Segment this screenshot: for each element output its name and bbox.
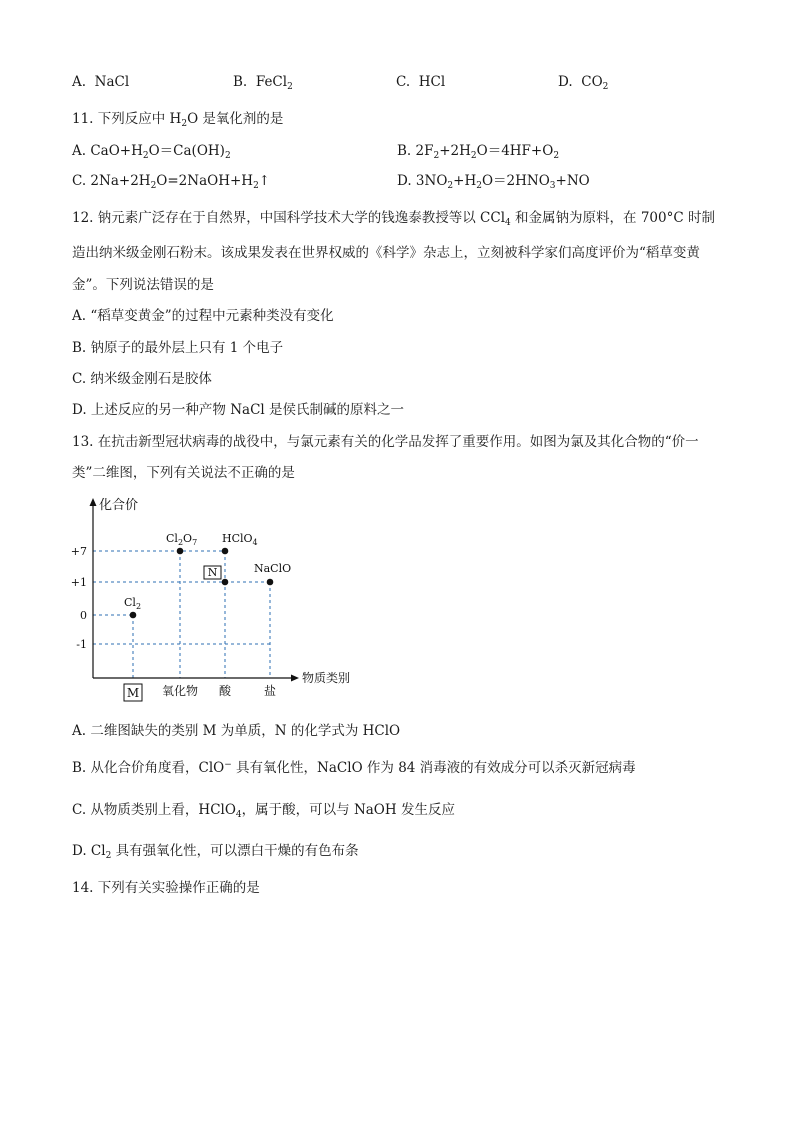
subscript: 3 — [549, 181, 556, 191]
data-point — [130, 612, 137, 619]
text: 和金属钠为原料，在 700°C 时制 — [510, 210, 715, 226]
option-letter: C. — [396, 74, 411, 90]
q12-option-b: B. 钠原子的最外层上只有 1 个电子 — [72, 340, 284, 356]
text: O＝4HF+O — [476, 143, 554, 159]
text: +NO — [555, 173, 590, 189]
q13-stem-line1: 13. 在抗击新型冠状病毒的战役中，与氯元素有关的化学品发挥了重要作用。如图为氯及其化合物的“价一 — [72, 434, 699, 450]
subscript: 2 — [181, 119, 188, 129]
q10-option-a — [72, 73, 129, 91]
q12-stem-line1 — [72, 209, 715, 227]
q12-option-d: D. 上述反应的另一种产物 NaCl 是侯氏制碱的原料之一 — [72, 402, 405, 418]
chart-axes — [90, 498, 300, 682]
x-tick-label: 氧化物 — [161, 684, 199, 698]
data-point — [177, 548, 184, 555]
text: O 是氧化剂的是 — [187, 111, 284, 127]
q12-stem-line3: 金”。下列说法错误的是 — [72, 277, 214, 293]
text: D. Cl — [72, 843, 106, 859]
option-text: NaCl — [94, 74, 130, 90]
data-point — [222, 579, 229, 586]
subscript: 2 — [287, 82, 293, 92]
q14-stem: 14. 下列有关实验操作正确的是 — [72, 880, 260, 896]
x-tick-labels — [124, 683, 276, 701]
q11-stem — [72, 110, 283, 128]
subscript: 2 — [433, 151, 440, 161]
text: D. 3NO — [397, 173, 448, 189]
point-label: $Cl_2O_7$ — [166, 532, 198, 547]
x-axis-arrow-icon — [291, 675, 299, 682]
q10-option-c — [396, 73, 445, 91]
y-axis-arrow-icon — [90, 498, 97, 506]
option-text: HCl — [418, 74, 446, 90]
q13-option-a: A. 二维图缺失的类别 M 为单质，N 的化学式为 HClO — [72, 723, 401, 739]
q12-stem-line2: 造出纳米级金刚石粉末。该成果发表在世界权威的《科学》杂志上，立刻被科学家们高度评价为“稻草变黄 — [72, 245, 700, 261]
point-label: NaClO — [254, 562, 292, 575]
y-tick-labels — [71, 545, 87, 651]
chart-points — [124, 532, 291, 618]
text: B. 2F — [397, 143, 434, 159]
y-tick-label: +7 — [70, 545, 87, 558]
chart-gridlines — [93, 551, 270, 678]
y-axis-title: 化合价 — [99, 498, 139, 513]
subscript: 2 — [553, 151, 560, 161]
q13-stem-line2: 类”二维图，下列有关说法不正确的是 — [72, 465, 295, 481]
data-point — [222, 548, 229, 555]
text: O＝2HNO — [481, 173, 550, 189]
subscript: 2 — [150, 181, 157, 191]
text: C. 2Na+2H — [72, 173, 151, 189]
subscript: 2 — [224, 151, 231, 161]
text: 12. 钠元素广泛存在于自然界，中国科学技术大学的钱逸泰教授等以 CCl — [72, 210, 506, 226]
subscript: 4 — [235, 810, 242, 820]
subscript: 2 — [105, 851, 112, 861]
q13-option-c — [72, 801, 455, 819]
subscript: 2 — [476, 181, 482, 191]
point-label: N — [207, 566, 218, 579]
valence-category-chart — [70, 492, 370, 707]
text: ，属于酸，可以与 NaOH 发生反应 — [241, 802, 455, 818]
q11-option-d — [397, 172, 590, 190]
superscript: − — [224, 760, 232, 770]
x-axis-title: 物质类别 — [302, 671, 351, 685]
option-text: CO — [581, 74, 603, 90]
text: +H — [453, 173, 477, 189]
y-tick-label: 0 — [80, 609, 87, 622]
y-tick-label: -1 — [76, 638, 87, 651]
x-tick-label: M — [126, 686, 140, 700]
y-tick-label: +1 — [70, 576, 87, 589]
q12-option-a: A. “稻草变黄金”的过程中元素种类没有变化 — [72, 308, 334, 324]
subscript: 2 — [142, 151, 149, 161]
subscript: 2 — [447, 181, 454, 191]
point-label: HClO$_4$ — [222, 532, 258, 547]
q11-option-b — [397, 142, 559, 160]
q13-option-d — [72, 842, 359, 860]
q12-option-c: C. 纳米级金刚石是胶体 — [72, 371, 212, 387]
subscript: 2 — [253, 181, 259, 191]
option-letter: B. — [233, 74, 248, 90]
option-text: FeCl — [255, 74, 288, 90]
point-label: $Cl_2$ — [124, 596, 142, 611]
subscript: 4 — [505, 218, 511, 228]
option-letter: D. — [558, 74, 573, 90]
text: 具有氧化性，NaClO 作为 84 消毒液的有效成分可以杀灭新冠病毒 — [231, 760, 636, 776]
text: +2H — [439, 143, 471, 159]
text: C. 从物质类别上看，HClO — [72, 802, 236, 818]
subscript: 2 — [470, 151, 477, 161]
q10-option-b — [233, 73, 293, 91]
text: O＝Ca(OH) — [148, 143, 225, 159]
x-tick-label: 盐 — [263, 684, 277, 698]
q11-option-c — [72, 172, 270, 190]
option-letter: A. — [72, 74, 87, 90]
subscript: 2 — [602, 82, 609, 92]
text: A. CaO+H — [72, 143, 143, 159]
text: O=2NaOH+H — [156, 173, 254, 189]
text: 11. 下列反应中 H — [72, 111, 182, 127]
x-tick-label: 酸 — [218, 684, 232, 698]
text: ↑ — [258, 173, 271, 189]
q10-option-d — [558, 73, 608, 91]
data-point — [267, 579, 274, 586]
q11-option-a — [72, 142, 231, 160]
text: 具有强氧化性，可以漂白干燥的有色布条 — [111, 843, 359, 859]
q13-option-b — [72, 759, 636, 777]
text: B. 从化合价角度看，ClO — [72, 760, 225, 776]
